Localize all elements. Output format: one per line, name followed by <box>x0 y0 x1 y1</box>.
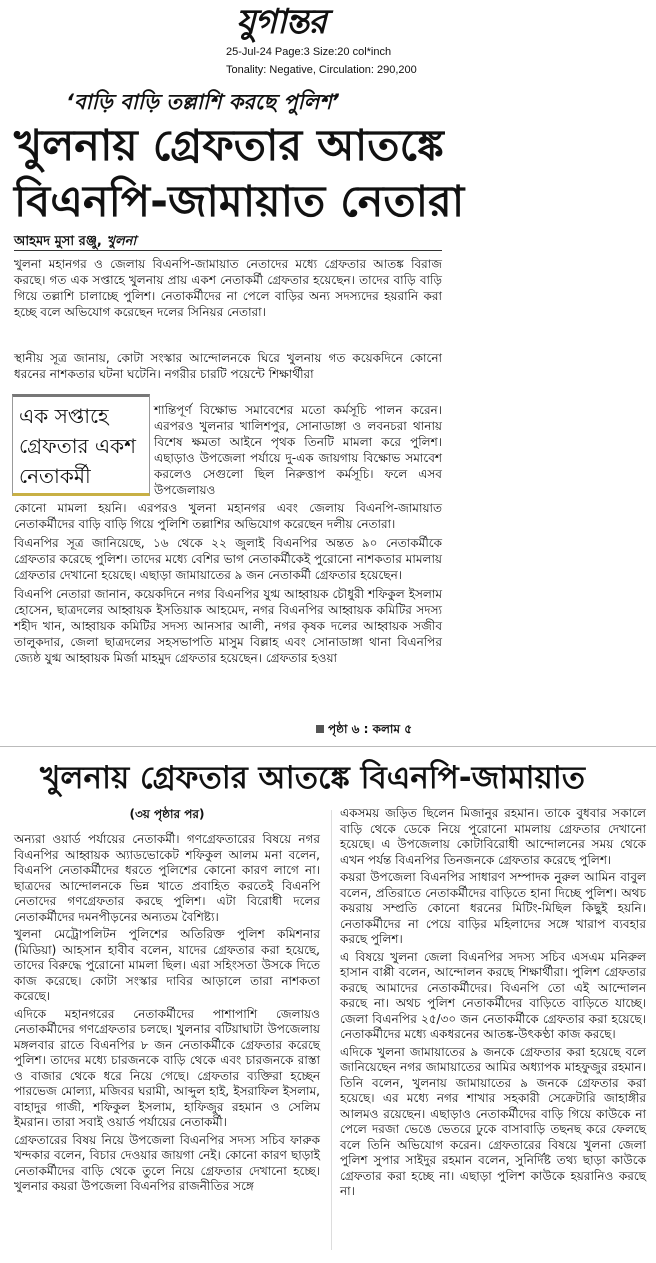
headline-line-1: খুলনায় গ্রেফতার আতঙ্কে <box>14 121 444 171</box>
pull-quote-line-1: এক সপ্তাহে <box>19 404 109 428</box>
paragraph-4: বিএনপি নেতারা জানান, কয়েকদিনে নগর বিএনপির যুগ্ম আহ্বায়ক চৌধুরী শফিকুল ইসলাম হোসেন, ছাত্রদলের আহ্বায়ক ইসতিয়াক আহমেদ, নগর বিএনপির আহ্বায়ক কমিটির সদস্য শহীদ খান, আহ্বায়ক কমিটির সদস্য আনসার আলী, নগর কৃষক দলের আহ্বায়ক সজীব তালুকদার, জেলা ছাত্রদলের সহসভাপতি মাসুম বিল্লাহ এবং সোনাডাঙ্গা থানা বিএনপির জ্যেষ্ঠ যুগ্ম আহ্বায়ক মির্জা মাহমুদ গ্রেফতার হয়েছেন। গ্রেফতার হওয়া <box>14 587 442 665</box>
byline-city: খুলনা <box>106 234 137 249</box>
article-body-top <box>14 256 442 323</box>
paragraph-2-side <box>154 402 442 501</box>
clip-meta-tonality: Tonality: Negative, Circulation: 290,200 <box>226 64 417 76</box>
paragraph-2-end: কোনো মামলা হয়নি। এরপরও খুলনা মহানগর এবং জেলায় বিএনপি-জামায়াত নেতাকর্মীদের বাড়ি বাড়ি গিয়ে পুলিশি তল্লাশির অভিযোগ করেছেন দলীয় নেতারা। <box>14 501 442 531</box>
pull-quote-line-3: নেতাকর্মী <box>19 464 91 488</box>
clip-meta-page-size: 25-Jul-24 Page:3 Size:20 col*inch <box>226 46 392 58</box>
paragraph-2-start: স্থানীয় সূত্র জানায়, কোটা সংস্কার আন্দোলনকে ঘিরে খুলনায় গত কয়েকদিনে কোনো ধরনের নাশকতার ঘটনা ঘটেনি। নগরীর চারটি পয়েন্টে শিক্ষার্থীরা <box>14 351 442 381</box>
pull-quote-line-2: গ্রেফতার একশ <box>19 434 136 458</box>
article-body-bottom <box>14 500 442 669</box>
article-kicker: ‘বাড়ি বাড়ি তল্লাশি করছে পুলিশ’ <box>66 90 340 114</box>
byline-rule <box>14 250 442 251</box>
byline-name: আহমদ মুসা রঞ্জু, <box>14 234 107 249</box>
continued-on-jump <box>316 721 412 741</box>
column-rule <box>331 810 332 1250</box>
col2-paragraph: এদিকে খুলনা জামায়াতের ৯ জনকে গ্রেফতার করা হয়েছে বলে জানিয়েছেন নগর জামায়াতের আমির অধ্যাপক মাহফুজুর রহমান। তিনি বলেন, খুলনায় জামায়াতের ৯ জনকে গ্রেফতার করা হয়েছে। এর মধ্যে নগর শাখার সহকারী সেক্রেটারি জাহাঙ্গীর আলমও রয়েছেন। এছাড়াও নেতাকর্মীদের বাড়ি গিয়ে কাউকে না পেলে দরজা ভেঙে ভেতরে ঢুকে বাসাবাড়ি তছনছ করে ফেলছে বলে তিনি অভিযোগ করেন। গ্রেফতারের বিষয়ে খুলনা জেলা পুলিশ সুপার সাইদুর রহমান বলেন, সুনির্দিষ্ট তথ্য ছাড়া কাউকে গ্রেফতার করা হচ্ছে না। এছাড়া পুলিশ কাউকে হয়রানিও করছে না। <box>340 1044 646 1198</box>
continuation-column-1 <box>14 806 320 1197</box>
headline-line-2: বিএনপি-জামায়াত নেতারা <box>14 177 465 227</box>
paragraph-3: বিএনপির সূত্র জানিয়েছে, ১৬ থেকে ২২ জুলাই বিএনপির অন্তত ৯০ নেতাকর্মীকে গ্রেফতার করেছে পুলিশ। তাদের মধ্যে বেশির ভাগ নেতাকর্মীকেই পুরোনো নাশকতার মামলায় গ্রেফতার দেখানো হয়েছে। এছাড়া জামায়াতের ৯ জন নেতাকর্মী গ্রেফতার হয়েছেন। <box>14 536 442 582</box>
article-headline <box>14 118 644 230</box>
col1-paragraph: খুলনা মেট্রোপলিটন পুলিশের অতিরিক্ত পুলিশ কমিশনার (মিডিয়া) আহসান হাবীব বলেন, যাদের গ্রেফতার করা হয়েছে, তাদের বিরুদ্ধে পুরোনো মামলা ছিল। এরা সহিংসতা উসকে দিতে কাজ করেছে। কোটা সংস্কার দাবির আড়ালে তারা নাশকতা করেছে। <box>14 927 320 1003</box>
col2-paragraph: একসময় জড়িত ছিলেন মিজানুর রহমান। তাকে বুধবার সকালে বাড়ি থেকে ডেকে নিয়ে পুরোনো মামলায় গ্রেফতার দেখানো হয়েছে। এ উপজেলায় কোটাবিরোধী আন্দোলনের সময় থেকে এখন পর্যন্ত বিএনপির তিনজনকে গ্রেফতার করেছে পুলিশ। <box>340 806 646 867</box>
col1-paragraph: গ্রেফতারের বিষয় নিয়ে উপজেলা বিএনপির সদস্য সচিব ফারুক খন্দকার বলেন, বিচার দেওয়ার জায়গা নেই। কোনো কারণ ছাড়াই নেতাকর্মীদের বাড়ি থেকে তুলে নিয়ে গ্রেফতার দেখানো হচ্ছে। খুলনার কয়রা উপজেলা বিএনপির রাজনীতির সঙ্গে <box>14 1132 320 1193</box>
continuation-headline: খুলনায় গ্রেফতার আতঙ্কে বিএনপি-জামায়াত <box>40 760 586 796</box>
pull-quote <box>19 401 136 491</box>
jump-label: পৃষ্ঠা ৬ : কলাম ৫ <box>328 722 413 736</box>
continued-from-label: (৩য় পৃষ্ঠার পর) <box>129 807 205 821</box>
col1-paragraph: অন্যরা ওয়ার্ড পর্যায়ের নেতাকর্মী। গণগ্রেফতারের বিষয়ে নগর বিএনপির আহ্বায়ক অ্যাডভোকেট শফিকুল আলম মনা বলেন, বিএনপি নেতাকর্মীদের ধরতে পুলিশের কোনো কারণ লাগে না। ছাত্রদের আন্দোলনকে ভিন্ন খাতে প্রবাহিত করতেই বিএনপি নেতাদের গণগ্রেফতার করছে পুলিশ। এটা বিরোধী দলের নেতাকর্মীদের দমনপীড়নের অন্যতম বৈশিষ্ট্য। <box>14 832 320 924</box>
clip-divider <box>0 746 656 747</box>
paragraph-2-top <box>14 350 442 385</box>
col2-paragraph: কয়রা উপজেলা বিএনপির সাধারণ সম্পাদক নুরুল আমিন বাবুল বলেন, প্রতিরাতে নেতাকর্মীদের বাড়িতে হানা দিচ্ছে পুলিশ। অথচ কয়রায় সম্প্রতি কোনো ধরনের মিটিং-মিছিল কিছুই হয়নি। নেতাকর্মীদের না পেয়ে বাড়ির মহিলাদের সঙ্গে খারাপ ব্যবহার করছে পুলিশ। <box>340 870 646 946</box>
newspaper-logo: যুগান্তর <box>236 2 326 42</box>
paragraph-1: খুলনা মহানগর ও জেলায় বিএনপি-জামায়াত নেতাদের মধ্যে গ্রেফতার আতঙ্ক বিরাজ করছে। গত এক সপ্তাহে খুলনায় প্রায় একশ নেতাকর্মী গ্রেফতার হয়েছেন। তাদের বাড়ি বাড়ি গিয়ে তল্লাশি চালাচ্ছে পুলিশ। নেতাকর্মীদের না পেলে বাড়ির অন্য সদস্যদের হয়রানি করা হচ্ছে বলে অভিযোগ করেছেন দলের সিনিয়র নেতারা। <box>14 257 442 319</box>
col2-paragraph: এ বিষয়ে খুলনা জেলা বিএনপির সদস্য সচিব এসএম মনিরুল হাসান বাপ্পী বলেন, আন্দোলন করছে শিক্ষার্থীরা। পুলিশ গ্রেফতার করছে আমাদের নেতাকর্মীদের। বিএনপি তো এই আন্দোলন করছে না। অথচ পুলিশ নেতাকর্মীদের বাড়িতে বাড়িতে যাচ্ছে। জেলা বিএনপির ২৫/৩০ জন নেতাকর্মীকে গ্রেফতার করা হয়েছে। নেতাকর্মীদের মধ্যে একধরনের আতঙ্ক-উৎকণ্ঠা কাজ করছে। <box>340 949 646 1041</box>
paragraph-2-middle: শান্তিপূর্ণ বিক্ষোভ সমাবেশের মতো কর্মসূচি পালন করেন। এরপরও খুলনার খালিশপুর, সোনাডাঙ্গা ও লবনচরা থানায় বিশেষ ক্ষমতা আইনে পৃথক তিনটি মামলা করে পুলিশ। এছাড়াও উপজেলা পর্যায়ে দু-এক জায়গায় বিক্ষোভ সমাবেশ করলেও সেগুলো ছিল নিরুত্তাপ কর্মসূচি। ফলে এসব উপজেলায়ও <box>154 403 442 497</box>
square-bullet-icon <box>316 725 324 733</box>
col1-paragraph: এদিকে মহানগরের নেতাকর্মীদের পাশাপাশি জেলায়ও নেতাকর্মীদের গণগ্রেফতার চলছে। খুলনার বটিয়াঘাটা উপজেলায় মঙ্গলবার রাতে বিএনপির ৮ জন নেতাকর্মীকে গ্রেফতার করেছে পুলিশ। তাদের মধ্যে চারজনকে বাড়ি থেকে এবং চারজনকে রাস্তা ও বাজার থেকে ধরে নিয়ে গেছে। গ্রেফতার ব্যক্তিরা হচ্ছেন পারভেজ মোল্যা, মজিবর ঘরামী, আব্দুল হাই, ইসরাফিল ইসলাম, বাহাদুর গাজী, শফিকুল ইসলাম, হাফিজুর রহমান ও সেলিম ইমরান। তারা সবাই ওয়ার্ড পর্যায়ের নেতাকর্মী। <box>14 1006 320 1129</box>
continuation-column-2 <box>340 806 646 1202</box>
pull-quote-box <box>12 394 150 496</box>
